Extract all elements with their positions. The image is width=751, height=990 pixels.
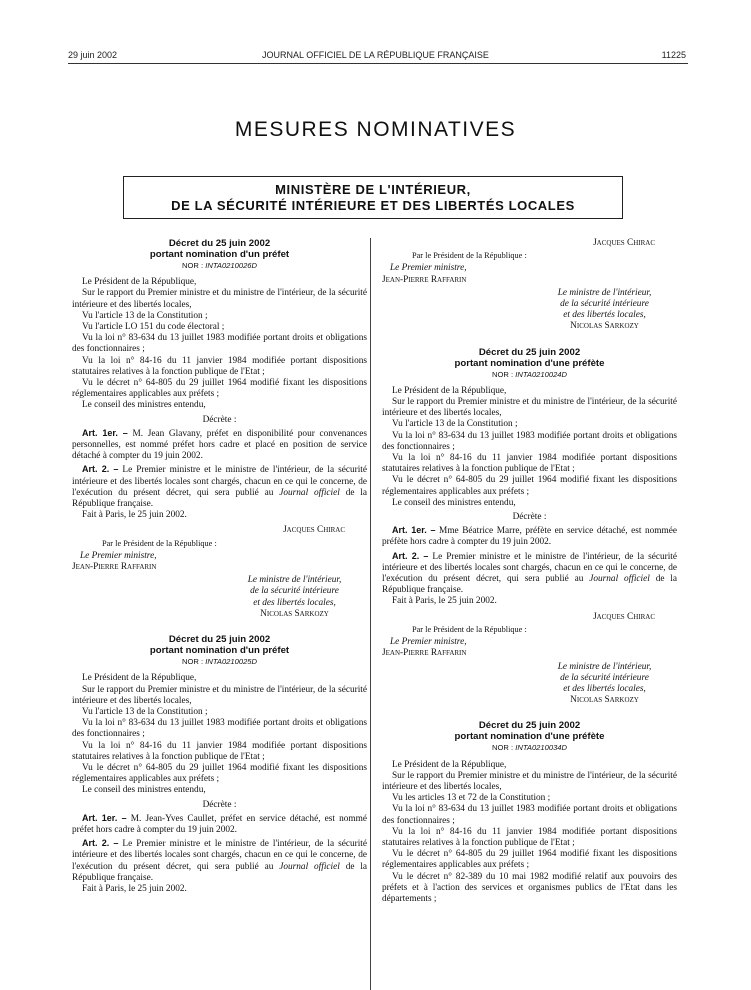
decree-nor: NOR : INTA0210024D [491,369,567,379]
decree-paragraph: Vu la loi n° 83-634 du 13 juillet 1983 modifiée portant droits et obligations des fonctionnaires ; [382,430,677,452]
right-column [382,238,677,905]
decree-paragraph: Le Président de la République, [392,385,507,396]
decree-paragraph: Vu les articles 13 et 72 de la Constitution ; [392,793,551,804]
decree-paragraph: Vu le décret n° 64-805 du 29 juillet 1964 modifié fixant les dispositions réglementaires applicables aux préfets ; [72,762,367,785]
pm-title: Le Premier ministre, [390,263,467,274]
decree-3 [382,347,677,707]
pm-name: Jean-Pierre Raffarin [72,562,157,573]
decree-nor: NOR : INTA0210026D [181,261,257,270]
decree-fait: Fait à Paris, le 25 juin 2002. [392,596,497,607]
decree-paragraph: Vu l'article 13 de la Constitution ; [392,419,518,430]
decree-nor: NOR : INTA0210025D [181,657,257,667]
decree-paragraph: Vu la loi n° 83-634 du 13 juillet 1983 modifiée portant droits et obligations des fonctionnaires ; [382,804,677,826]
article-1: Art. 1er. – Mme Béatrice Marre, préfète en service détaché, est nommée préfète hors cadre à compter du 19 juin 2002. [382,525,678,548]
decree-paragraph: Vu la loi n° 84-16 du 11 janvier 1984 modifiée portant dispositions statutaires relatives à la fonction publique de l'Etat ; [382,453,677,475]
ministry-line-2: DE LA SÉCURITÉ INTÉRIEURE ET DES LIBERTÉS LOCALES [171,198,575,213]
article-1: Art. 1er. – M. Jean-Yves Caullet, préfet en service détaché, est nommé préfet hors cadre à compter du 19 juin 2002. [72,812,367,835]
decree-paragraph: Le conseil des ministres entendu, [82,785,206,796]
signature-president: Jacques Chirac [593,611,655,622]
par-le-president: Par le Président de la République : [412,251,527,261]
article-2: Art. 2. – Le Premier ministre et le ministre de l'intérieur, de la sécurité intérieure et des libertés locales sont chargés, chacun en ce qui le concerne, de l'exécution du présent décret, qui sera publié au Journal officiel de la République française. [72,838,368,883]
article-2: Art. 2. – Le Premier ministre et le ministre de l'intérieur, de la sécurité intérieure et des libertés locales sont chargés, chacun en ce qui le concerne, de l'exécution du présent décret, qui sera publié au Journal officiel de la République française. [72,464,368,510]
decree-paragraph: Sur le rapport du Premier ministre et du ministre de l'intérieur, de la sécurité intérieure et des libertés locales, [382,397,677,419]
decree-paragraph: Vu la loi n° 83-634 du 13 juillet 1983 modifiée portant droits et obligations des fonctionnaires ; [72,718,367,740]
header-page-number: 11225 [661,50,686,60]
article-2: Art. 2. – Le Premier ministre et le ministre de l'intérieur, de la sécurité intérieure et des libertés locales sont chargés, chacun en ce qui le concerne, de l'exécution du présent décret, qui sera publié au Journal officiel de la République française. [382,550,678,596]
decree-1 [72,238,367,620]
minister-signature: Le ministre de l'intérieur, de la sécurité intérieure et des libertés locales, Nicolas Sarkozy [247,575,342,619]
decree-title: Décret du 25 juin 2002 [168,634,271,646]
minister-signature: Le ministre de l'intérieur, de la sécurité intérieure et des libertés locales, Nicolas Sarkozy [557,287,652,332]
header-date: 29 juin 2002 [68,50,118,60]
decree-title: Décret du 25 juin 2002 [478,720,581,732]
decree-title: Décret du 25 juin 2002 [168,238,271,249]
pm-title: Le Premier ministre, [80,550,157,561]
decree-paragraph: Le Président de la République, [392,759,507,770]
decree-subtitle: portant nomination d'un préfet [149,249,290,260]
decree-paragraph: Le Président de la République, [82,277,197,288]
decrete-label: Décrète : [512,512,547,523]
decree-paragraph: Le Président de la République, [82,673,197,684]
decree-subtitle: portant nomination d'une préfète [454,357,605,369]
decrete-label: Décrète : [202,414,237,425]
decree-paragraph: Le conseil des ministres entendu, [82,400,206,411]
decree-fait: Fait à Paris, le 25 juin 2002. [82,510,187,521]
section-title: MESURES NOMINATIVES [234,118,517,141]
signature-president: Jacques Chirac [593,238,655,248]
left-column [72,238,367,895]
decree-paragraph: Sur le rapport du Premier ministre et du ministre de l'intérieur, de la sécurité intérieure et des libertés locales, [382,770,677,792]
par-le-president: Par le Président de la République : [102,538,217,548]
decree-paragraph: Le conseil des ministres entendu, [392,497,516,508]
decree-paragraph: Vu le décret n° 64-805 du 29 juillet 1964 modifié fixant les dispositions réglementaires applicables aux préfets ; [382,849,677,871]
column-divider [370,238,371,990]
decree-paragraph: Vu l'article 13 de la Constitution ; [82,706,208,717]
decree-paragraph: Sur le rapport du Premier ministre et du ministre de l'intérieur, de la sécurité intérieure et des libertés locales, [72,684,367,706]
decree-paragraph: Vu la loi n° 84-16 du 11 janvier 1984 modifiée portant dispositions statutaires relatives à la fonction publique de l'Etat ; [72,740,367,762]
par-le-president: Par le Président de la République : [412,624,527,634]
decree-subtitle: portant nomination d'une préfète [454,731,605,743]
decree-paragraph: Vu le décret n° 64-805 du 29 juillet 1964 modifié fixant les dispositions réglementaires applicables aux préfets ; [72,378,367,400]
minister-signature: Le ministre de l'intérieur, de la sécurité intérieure et des libertés locales, Nicolas Sarkozy [557,661,652,706]
decree-paragraph: Vu l'article LO 151 du code électoral ; [82,322,225,333]
decree-subtitle: portant nomination d'un préfet [149,645,290,657]
decree-1-signatures-continued [382,238,677,333]
decrete-label: Décrète : [202,799,237,810]
decree-4 [382,720,677,905]
pm-name: Jean-Pierre Raffarin [382,274,467,285]
header-journal-title: JOURNAL OFFICIEL DE LA RÉPUBLIQUE FRANÇAISE [262,50,489,60]
article-1: Art. 1er. – M. Jean Glavany, préfet en disponibilité pour convenances personnelles, est nommé préfet hors cadre et placé en position de service détaché à compter du 19 juin 2002. [72,427,367,462]
decree-paragraph: Vu la loi n° 84-16 du 11 janvier 1984 modifiée portant dispositions statutaires relatives à la fonction publique de l'Etat ; [72,355,367,377]
decree-2 [72,634,367,895]
decree-paragraph: Vu le décret n° 82-389 du 10 mai 1982 modifié relatif aux pouvoirs des préfets et à l'action des services et organismes publics de l'Etat dans les départements ; [382,871,677,904]
ministry-line-1: MINISTÈRE DE L'INTÉRIEUR, [275,182,471,197]
decree-title: Décret du 25 juin 2002 [478,346,581,358]
decree-paragraph: Vu l'article 13 de la Constitution ; [82,310,208,321]
header-rule [68,63,688,64]
ministry-box [123,176,623,219]
decree-paragraph: Vu la loi n° 84-16 du 11 janvier 1984 modifiée portant dispositions statutaires relatives à la fonction publique de l'Etat ; [382,826,677,848]
decree-paragraph: Vu la loi n° 83-634 du 13 juillet 1983 modifiée portant droits et obligations des fonctionnaires ; [72,333,367,355]
pm-name: Jean-Pierre Raffarin [382,648,467,659]
decree-paragraph: Sur le rapport du Premier ministre et du ministre de l'intérieur, de la sécurité intérieure et des libertés locales, [72,288,367,310]
signature-president: Jacques Chirac [283,525,345,536]
decree-fait: Fait à Paris, le 25 juin 2002. [82,883,187,894]
decree-nor: NOR : INTA0210034D [491,743,567,753]
pm-title: Le Premier ministre, [390,637,467,648]
decree-paragraph: Vu le décret n° 64-805 du 29 juillet 1964 modifié fixant les dispositions réglementaires applicables aux préfets ; [382,475,677,497]
